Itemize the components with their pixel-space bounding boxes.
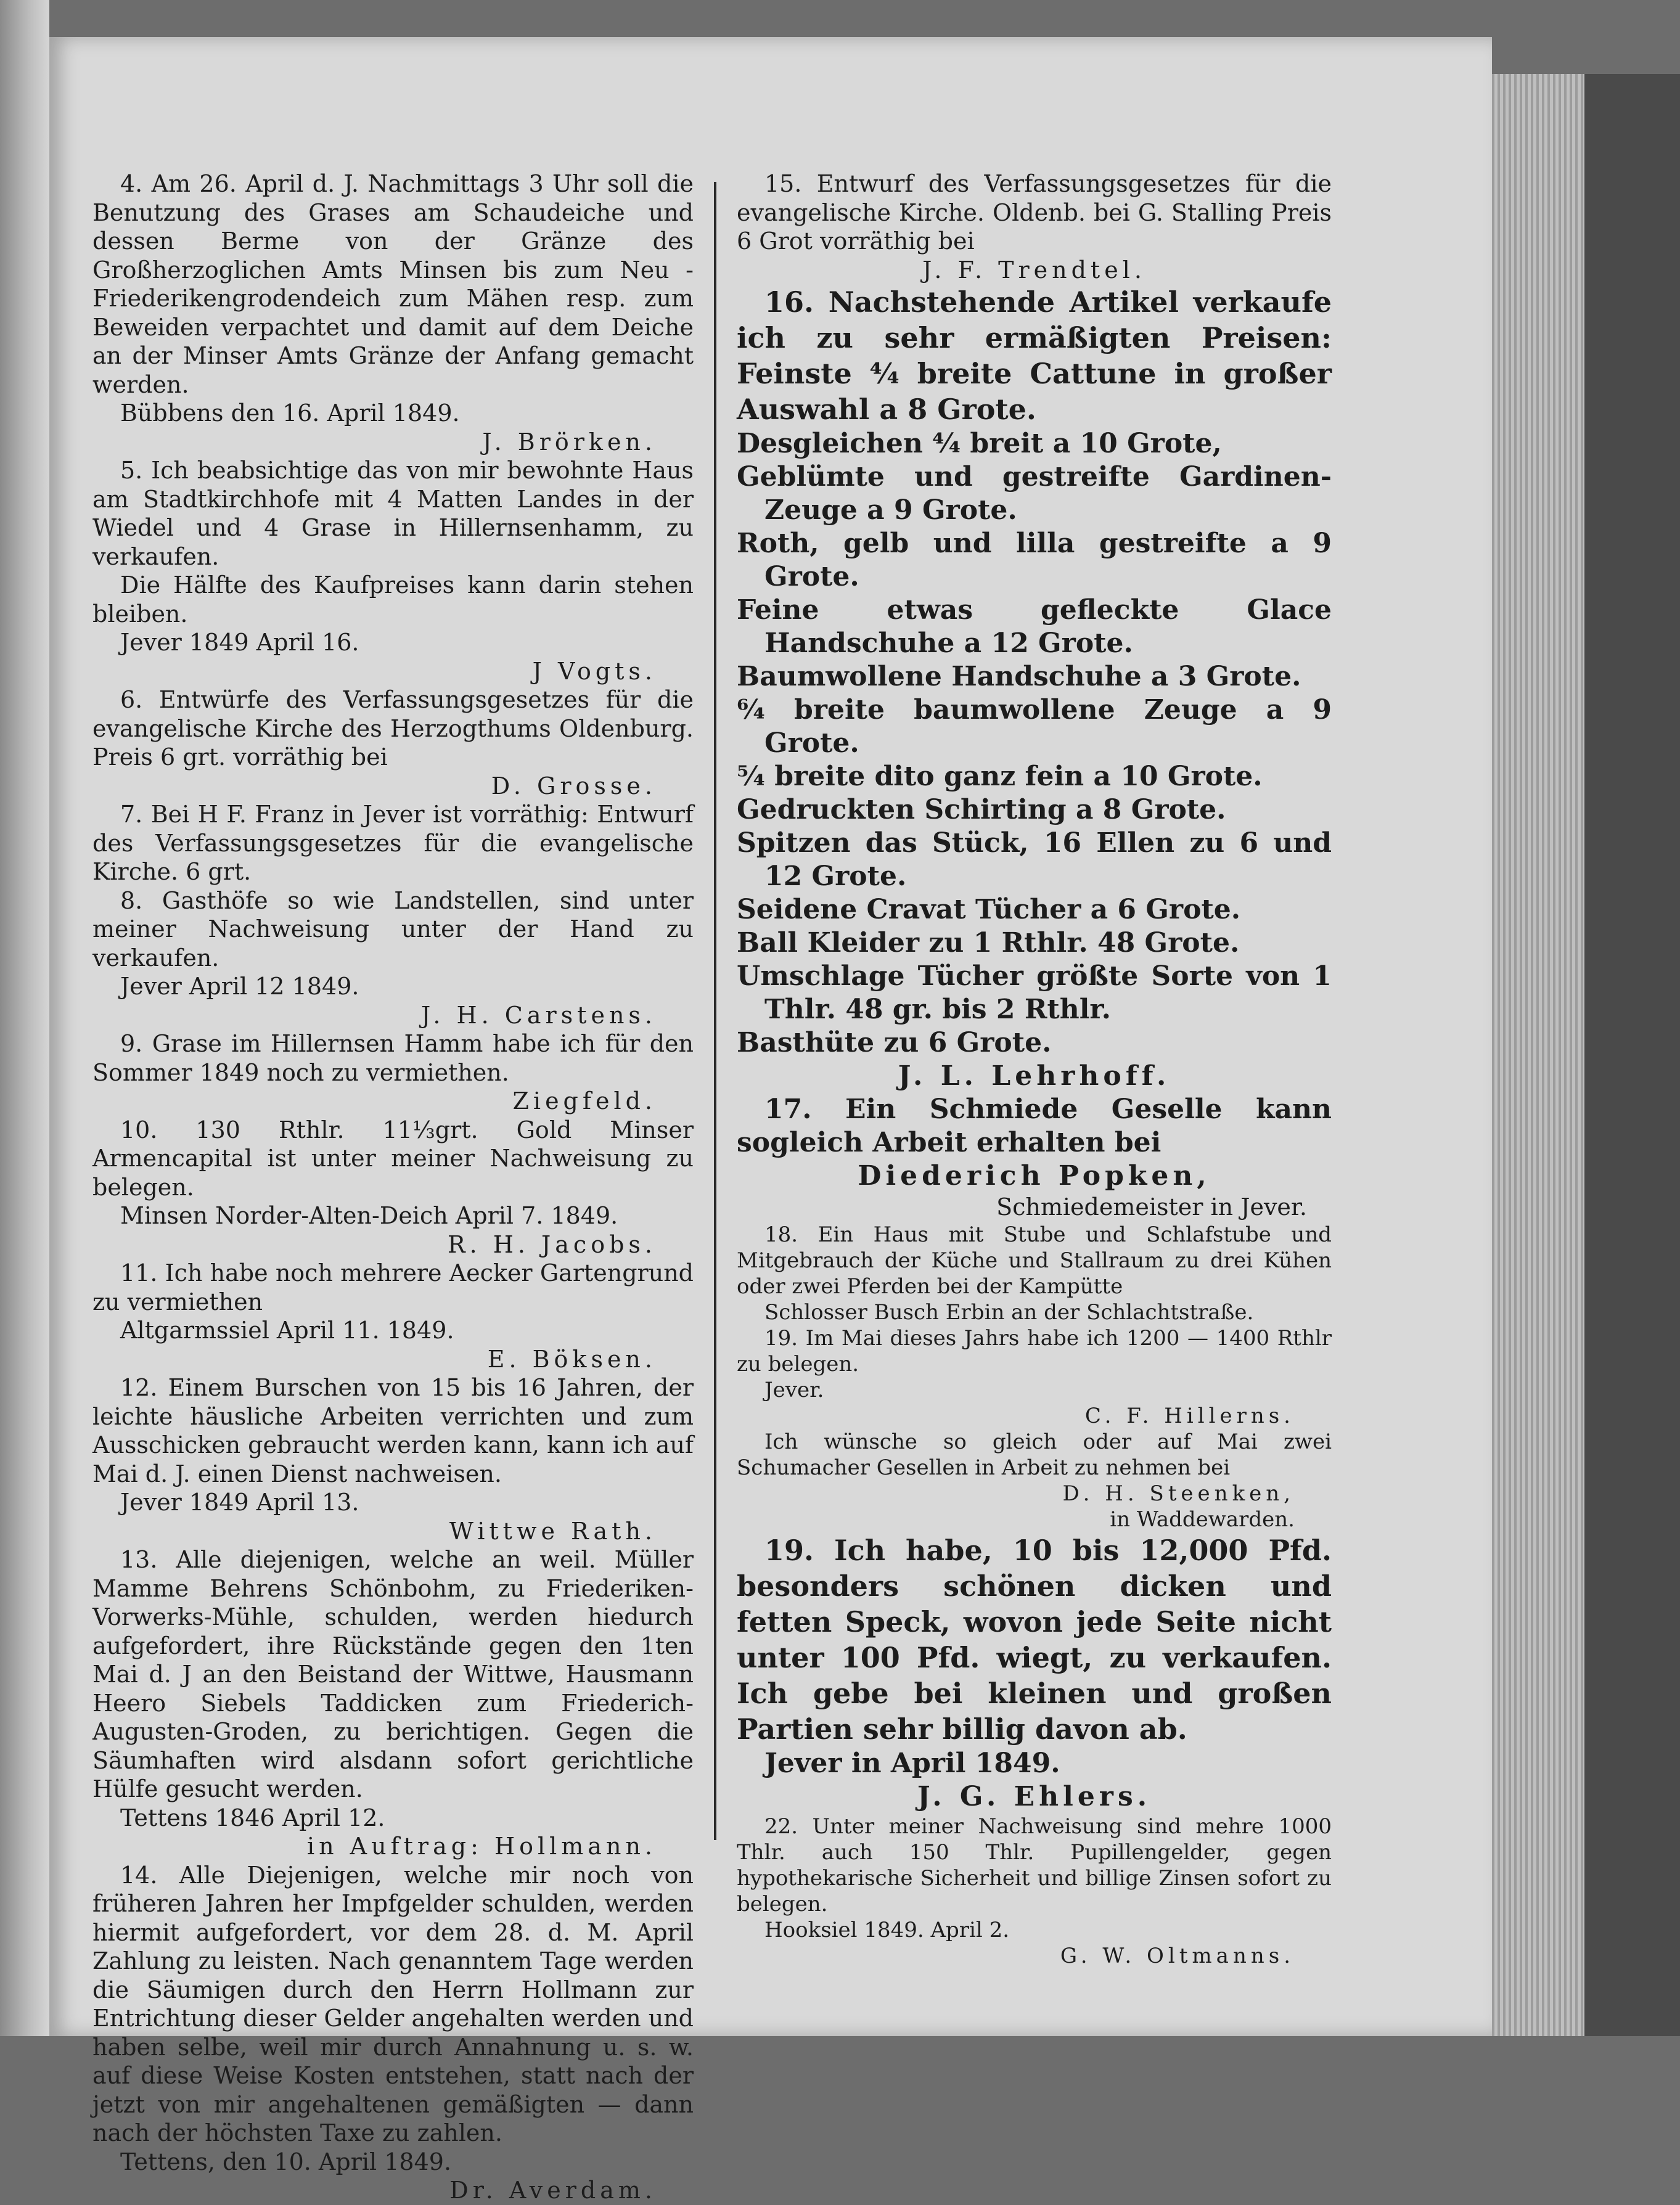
notice-15-signature: J. F. Trendtel.: [922, 256, 1146, 284]
notice-22-signature: G. W. Oltmanns.: [1060, 1943, 1295, 1968]
notice-19b: Ich wünsche so gleich oder auf Mai zwei Schumacher Gesellen in Arbeit zu nehmen bei: [737, 1429, 1332, 1480]
book-cover: [1584, 74, 1680, 2036]
notice-16-item: Umschlage Tücher größte Sorte von 1 Thlr. 48 gr. bis 2 Rthlr.: [737, 960, 1332, 1025]
notice-4-signature: J. Brörken.: [482, 428, 657, 456]
notice-16-item: Baumwollene Handschuhe a 3 Grote.: [737, 661, 1301, 692]
notice-9: 9. Grase im Hillernsen Hamm habe ich für den Sommer 1849 noch zu vermiethen.: [92, 1030, 694, 1086]
notice-13: 13. Alle diejenigen, welche an weil. Müller Mamme Behrens Schönbohm, zu Friederiken-Vorwerks-Mühle, schulden, werden hiedurch aufgefordert, ihre Rückstände gegen den 1ten Mai d. J an den Beistand der Wittwe, Hausmann Heero Siebels Taddicken zum Friederich-Augusten-Groden, zu berichtigen. Gegen die Säumhaften wird alsdann sofort gerichtliche Hülfe gesucht werden.: [92, 1546, 694, 1802]
notice-13-date: Tettens 1846 April 12.: [120, 1804, 385, 1831]
left-column: [92, 170, 694, 2205]
notice-16-item: Desgleichen ⁴⁄₄ breit a 10 Grote,: [737, 428, 1222, 459]
notice-8: 8. Gasthöfe so wie Landstellen, sind unter meiner Nachweisung unter der Hand zu verkaufen.: [92, 886, 694, 972]
notice-12-signature: Wittwe Rath.: [449, 1517, 657, 1545]
page-block-edge: [1492, 74, 1584, 2036]
notice-19a-place: Jever.: [764, 1377, 824, 1402]
notice-19b-place: in Waddewarden.: [1110, 1507, 1295, 1532]
notice-7: 7. Bei H F. Franz in Jever ist vorräthig: Entwurf des Verfassungsgesetzes für die evangelische Kirche. 6 grt.: [92, 801, 694, 885]
notice-22-date: Hooksiel 1849. April 2.: [764, 1917, 1010, 1942]
notice-18-signature: Schlosser Busch Erbin an der Schlachtstraße.: [764, 1299, 1254, 1325]
notice-15: 15. Entwurf des Verfassungsgesetzes für die evangelische Kirche. Oldenb. bei G. Stalling Preis 6 Grot vorräthig bei: [737, 170, 1332, 255]
notice-6: 6. Entwürfe des Verfassungsgesetzes für die evangelische Kirche des Herzogthums Oldenburg. Preis 6 grt. vorräthig bei: [92, 686, 694, 771]
notice-13-signature: in Auftrag: Hollmann.: [306, 1833, 657, 1860]
right-column: [737, 170, 1332, 1969]
notice-11-date: Altgarmssiel April 11. 1849.: [120, 1317, 454, 1344]
notice-16-item: Seidene Cravat Tücher a 6 Grote.: [737, 894, 1241, 925]
notice-17-signature: Diederich Popken,: [858, 1160, 1211, 1192]
notice-4: 4. Am 26. April d. J. Nachmittags 3 Uhr soll die Benutzung des Grases am Schaudeiche und dessen Berme von der Gränze des Großherzoglichen Amts Minsen bis zum Neu - Friederikengrodendeich zum Mähen resp. zum Beweiden verpachtet und damit auf dem Deiche an der Minser Amts Gränze der Anfang gemacht werden.: [92, 170, 694, 398]
notice-6-signature: D. Grosse.: [491, 772, 657, 800]
notice-5-signature: J Vogts.: [532, 657, 657, 685]
notice-14: 14. Alle Diejenigen, welche mir noch von früheren Jahren her Impfgelder schulden, werden hiermit aufgefordert, vor dem 28. d. M. April Zahlung zu leisten. Nach genanntem Tage werden die Säumigen durch den Herrn Hollmann zur Entrichtung dieser Gelder angehalten werden und haben selbe, weil mir durch Annahnung u. s. w. auf diese Weise Kosten entstehen, statt nach der jetzt von mir angehaltenen gemäßigten — dann nach der höchsten Taxe zu zahlen.: [92, 1861, 694, 2146]
notice-19b-signature: D. H. Steenken,: [1062, 1481, 1295, 1506]
notice-17: 17. Ein Schmiede Geselle kann sogleich Arbeit erhalten bei: [737, 1094, 1332, 1158]
notice-16-item: Feine etwas gefleckte Glace Handschuhe a 12 Grote.: [737, 594, 1332, 659]
notice-14-signature: Dr. Averdam.: [449, 2177, 657, 2204]
notice-16-item: Ball Kleider zu 1 Rthlr. 48 Grote.: [737, 927, 1240, 959]
facing-page-edge: [0, 0, 49, 2036]
notice-16-signature: J. L. Lehrhoff.: [898, 1060, 1171, 1092]
notice-16-intro: 16. Nachstehende Artikel verkaufe ich zu sehr ermäßigten Preisen: Feinste ⁴⁄₄ breite Cattune in großer Auswahl a 8 Grote.: [737, 285, 1332, 426]
notice-16-item: Geblümte und gestreifte Gardinen-Zeuge a 9 Grote.: [737, 461, 1332, 526]
notice-8-signature: J. H. Carstens.: [421, 1001, 657, 1029]
notice-12: 12. Einem Burschen von 15 bis 16 Jahren, der leichte häusliche Arbeiten verrichten und zum Ausschicken gebraucht werden kann, kann ich auf Mai d. J. einen Dienst nachweisen.: [92, 1374, 694, 1487]
notice-4-date: Bübbens den 16. April 1849.: [120, 399, 460, 427]
notice-19c: 19. Ich habe, 10 bis 12,000 Pfd. besonders schönen dicken und fetten Speck, wovon jede Seite nicht unter 100 Pfd. wiegt, zu verkaufen. Ich gebe bei kleinen und großen Partien sehr billig davon ab.: [737, 1533, 1332, 1746]
notice-16-item: Gedruckten Schirting a 8 Grote.: [737, 794, 1226, 825]
notice-19c-signature: J. G. Ehlers.: [917, 1780, 1152, 1812]
notice-10: 10. 130 Rthlr. 11⅓grt. Gold Minser Armencapital ist unter meiner Nachweisung zu belegen.: [92, 1116, 694, 1201]
column-rule: [714, 182, 716, 1840]
notice-17-title: Schmiedemeister in Jever.: [996, 1193, 1307, 1221]
notice-12-date: Jever 1849 April 13.: [120, 1489, 359, 1516]
notice-9-signature: Ziegfeld.: [512, 1087, 657, 1115]
notice-19a: 19. Im Mai dieses Jahrs habe ich 1200 — 1400 Rthlr zu belegen.: [737, 1325, 1332, 1377]
notice-10-signature: R. H. Jacobs.: [447, 1230, 657, 1258]
notice-5-date: Jever 1849 April 16.: [120, 629, 359, 656]
notice-16-item: ⁶⁄₄ breite baumwollene Zeuge a 9 Grote.: [737, 694, 1332, 759]
notice-16-item: Spitzen das Stück, 16 Ellen zu 6 und 12 Grote.: [737, 827, 1332, 892]
notice-18: 18. Ein Haus mit Stube und Schlafstube und Mitgebrauch der Küche und Stallraum zu drei Kühen oder zwei Pferden bei der Kampütte: [737, 1222, 1332, 1299]
notice-8-date: Jever April 12 1849.: [120, 973, 359, 1000]
notice-10-date: Minsen Norder-Alten-Deich April 7. 1849.: [120, 1202, 618, 1229]
notice-14-date: Tettens, den 10. April 1849.: [120, 2148, 452, 2175]
notice-19a-signature: C. F. Hillerns.: [1084, 1403, 1295, 1428]
notice-11: 11. Ich habe noch mehrere Aecker Gartengrund zu vermiethen: [92, 1259, 694, 1315]
notice-11-signature: E. Böksen.: [487, 1345, 657, 1373]
notice-16-item: Roth, gelb und lilla gestreifte a 9 Grote.: [737, 528, 1332, 592]
notice-22: 22. Unter meiner Nachweisung sind mehre 1000 Thlr. auch 150 Thlr. Pupillengelder, gegen hypothekarische Sicherheit und billige Zinsen sofort zu belegen.: [737, 1814, 1332, 1917]
notice-5-b: Die Hälfte des Kaufpreises kann darin stehen bleiben.: [92, 571, 694, 628]
notice-16-item: ⁵⁄₄ breite dito ganz fein a 10 Grote.: [737, 761, 1263, 792]
notice-19c-date: Jever in April 1849.: [764, 1747, 1060, 1779]
notice-5: 5. Ich beabsichtige das von mir bewohnte Haus am Stadtkirchhofe mit 4 Matten Landes in der Wiedel und 4 Grase in Hillernsenhamm, zu verkaufen.: [92, 457, 694, 570]
notice-16-item: Basthüte zu 6 Grote.: [737, 1027, 1052, 1058]
